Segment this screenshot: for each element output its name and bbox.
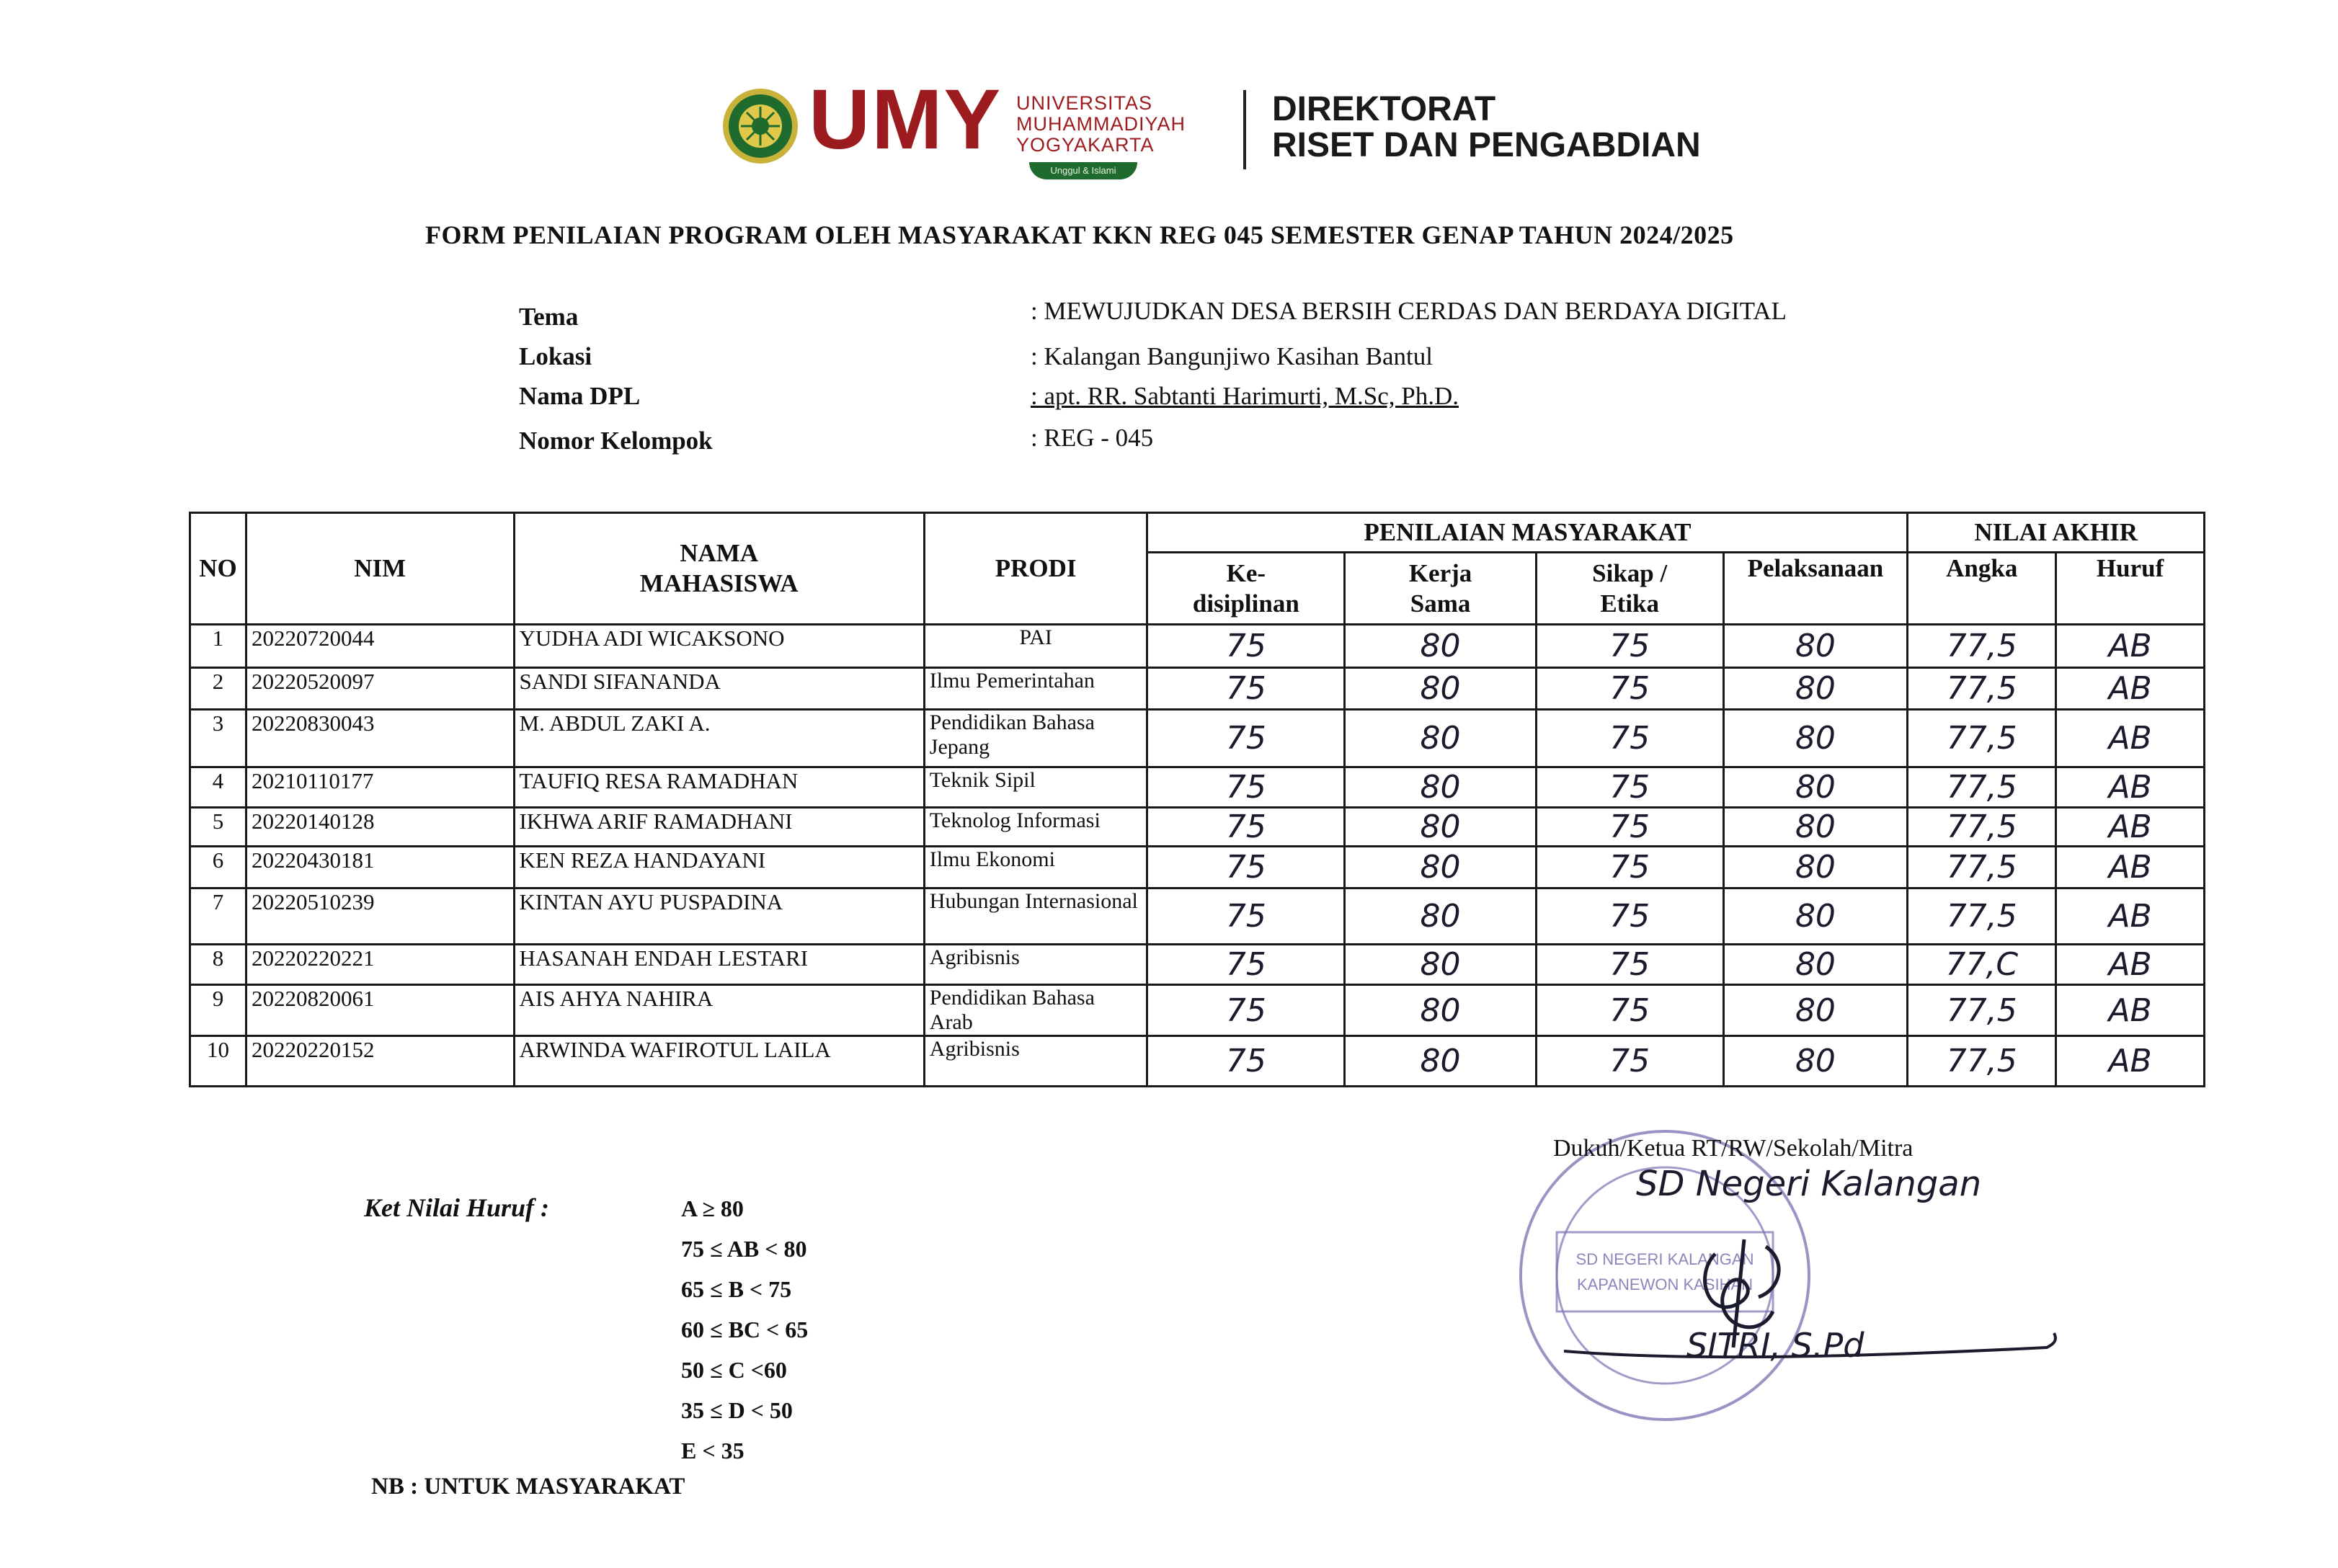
- cell-no: 8: [190, 945, 246, 985]
- cell-nim: 20220140128: [246, 808, 514, 847]
- ket-item: 75 ≤ AB < 80: [681, 1236, 807, 1262]
- cell-kedisiplinan: 75: [1147, 985, 1345, 1036]
- cell-kedisiplinan: 75: [1147, 808, 1345, 847]
- cell-pelaksanaan: 80: [1723, 985, 1908, 1036]
- cell-huruf: AB: [2056, 668, 2205, 710]
- cell-pelaksanaan: 80: [1723, 808, 1908, 847]
- cell-no: 6: [190, 847, 246, 888]
- cell-nama: HASANAH ENDAH LESTARI: [514, 945, 924, 985]
- header-nama-line: NAMA: [680, 539, 759, 567]
- table-row: [190, 808, 2205, 847]
- cell-kedisiplinan: 75: [1147, 847, 1345, 888]
- info-label: Nomor Kelompok: [519, 427, 713, 455]
- cell-kerja-sama: 80: [1345, 847, 1537, 888]
- cell-prodi: Agribisnis: [924, 1036, 1147, 1087]
- cell-nim: 20220820061: [246, 985, 514, 1036]
- cell-angka: 77,5: [1908, 767, 2056, 808]
- cell-huruf: AB: [2056, 985, 2205, 1036]
- table-row: [190, 888, 2205, 945]
- header-divider: [1243, 90, 1246, 169]
- cell-kerja-sama: 80: [1345, 1036, 1537, 1087]
- directorate-name: [1272, 92, 1701, 164]
- signature-label: Dukuh/Ketua RT/RW/Sekolah/Mitra: [1553, 1135, 1913, 1162]
- info-label: Nama DPL: [519, 382, 641, 410]
- header-line: Kerja: [1408, 558, 1472, 587]
- ket-item: 35 ≤ D < 50: [681, 1397, 793, 1423]
- header-angka: Angka: [1908, 553, 2056, 625]
- table-row: [190, 767, 2205, 808]
- cell-pelaksanaan: 80: [1723, 625, 1908, 668]
- cell-sikap-etika: 75: [1536, 888, 1723, 945]
- cell-kerja-sama: 80: [1345, 945, 1537, 985]
- cell-angka: 77,5: [1908, 847, 2056, 888]
- cell-pelaksanaan: 80: [1723, 888, 1908, 945]
- letterhead: [714, 72, 1751, 191]
- cell-no: 4: [190, 767, 246, 808]
- score-table: [189, 512, 2205, 1087]
- cell-nim: 20220520097: [246, 668, 514, 710]
- cell-angka: 77,5: [1908, 808, 2056, 847]
- cell-nim: 20220720044: [246, 625, 514, 668]
- handwritten-school: SD Negeri Kalangan: [1636, 1164, 1982, 1204]
- handwritten-name: SITRI, S.Pd: [1686, 1326, 1864, 1365]
- cell-pelaksanaan: 80: [1723, 1036, 1908, 1087]
- cell-kerja-sama: 80: [1345, 710, 1537, 767]
- cell-pelaksanaan: 80: [1723, 767, 1908, 808]
- cell-no: 9: [190, 985, 246, 1036]
- header-nilai-akhir: NILAI AKHIR: [1908, 513, 2205, 553]
- cell-angka: 77,5: [1908, 888, 2056, 945]
- cell-huruf: AB: [2056, 847, 2205, 888]
- cell-prodi: Pendidikan Bahasa Jepang: [924, 710, 1147, 767]
- cell-kerja-sama: 80: [1345, 625, 1537, 668]
- university-line: YOGYAKARTA: [1016, 134, 1155, 156]
- cell-nim: 20210110177: [246, 767, 514, 808]
- cell-no: 3: [190, 710, 246, 767]
- cell-huruf: AB: [2056, 710, 2205, 767]
- cell-no: 2: [190, 668, 246, 710]
- cell-kedisiplinan: 75: [1147, 767, 1345, 808]
- cell-sikap-etika: 75: [1536, 625, 1723, 668]
- table-row: [190, 985, 2205, 1036]
- header-no: NO: [190, 513, 246, 625]
- stamp-text-line: KAPANEWON KASIHAN: [1576, 1275, 1754, 1293]
- header-prodi: PRODI: [924, 513, 1147, 625]
- cell-angka: 77,5: [1908, 625, 2056, 668]
- cell-nim: 20220220221: [246, 945, 514, 985]
- cell-nim: 20220510239: [246, 888, 514, 945]
- table-row: [190, 847, 2205, 888]
- cell-nama: YUDHA ADI WICAKSONO: [514, 625, 924, 668]
- cell-sikap-etika: 75: [1536, 847, 1723, 888]
- header-kedisiplinan: [1147, 553, 1345, 625]
- umy-brand: UMY: [809, 72, 1003, 167]
- cell-huruf: AB: [2056, 1036, 2205, 1087]
- ket-list: [681, 1193, 808, 1475]
- cell-nama: ARWINDA WAFIROTUL LAILA: [514, 1036, 924, 1087]
- form-title: FORM PENILAIAN PROGRAM OLEH MASYARAKAT KKN REG 045 SEMESTER GENAP TAHUN 2024/2025: [425, 220, 1734, 249]
- umy-seal-logo: [721, 86, 800, 166]
- header-line: disiplinan: [1192, 589, 1299, 618]
- cell-angka: 77,5: [1908, 668, 2056, 710]
- cell-huruf: AB: [2056, 625, 2205, 668]
- cell-pelaksanaan: 80: [1723, 945, 1908, 985]
- nb-note: NB : UNTUK MASYARAKAT: [371, 1474, 685, 1500]
- cell-no: 5: [190, 808, 246, 847]
- cell-nama: M. ABDUL ZAKI A.: [514, 710, 924, 767]
- cell-nama: SANDI SIFANANDA: [514, 668, 924, 710]
- cell-no: 1: [190, 625, 246, 668]
- info-value: : MEWUJUDKAN DESA BERSIH CERDAS DAN BERDAYA DIGITAL: [1031, 297, 1787, 325]
- cell-nama: KINTAN AYU PUSPADINA: [514, 888, 924, 945]
- info-label: Tema: [519, 303, 579, 331]
- cell-kerja-sama: 80: [1345, 668, 1537, 710]
- ket-item: 50 ≤ C <60: [681, 1357, 787, 1383]
- cell-pelaksanaan: 80: [1723, 668, 1908, 710]
- university-name: [1016, 93, 1186, 156]
- header-huruf: Huruf: [2056, 553, 2205, 625]
- directorate-line: RISET DAN PENGABDIAN: [1272, 126, 1701, 164]
- info-value: : Kalangan Bangunjiwo Kasihan Bantul: [1031, 342, 1433, 370]
- stamp-text-line: SD NEGERI KALANGAN: [1575, 1250, 1754, 1268]
- cell-sikap-etika: 75: [1536, 710, 1723, 767]
- cell-sikap-etika: 75: [1536, 985, 1723, 1036]
- cell-kedisiplinan: 75: [1147, 945, 1345, 985]
- info-value: : REG - 045: [1031, 424, 1154, 452]
- cell-nama: AIS AHYA NAHIRA: [514, 985, 924, 1036]
- cell-kedisiplinan: 75: [1147, 1036, 1345, 1087]
- header-nim: NIM: [246, 513, 514, 625]
- cell-nim: 20220220152: [246, 1036, 514, 1087]
- ket-item: A ≥ 80: [681, 1195, 744, 1221]
- table-row: [190, 625, 2205, 668]
- cell-angka: 77,5: [1908, 710, 2056, 767]
- university-line: UNIVERSITAS: [1016, 92, 1153, 114]
- header-pelaksanaan: Pelaksanaan: [1723, 553, 1908, 625]
- header-kerja-sama: [1345, 553, 1537, 625]
- cell-sikap-etika: 75: [1536, 945, 1723, 985]
- cell-angka: 77,5: [1908, 985, 2056, 1036]
- cell-nama: KEN REZA HANDAYANI: [514, 847, 924, 888]
- cell-kedisiplinan: 75: [1147, 888, 1345, 945]
- cell-nim: 20220430181: [246, 847, 514, 888]
- cell-prodi: Hubungan Internasional: [924, 888, 1147, 945]
- cell-kedisiplinan: 75: [1147, 710, 1345, 767]
- cell-prodi: Pendidikan Bahasa Arab: [924, 985, 1147, 1036]
- cell-nim: 20220830043: [246, 710, 514, 767]
- ket-item: 60 ≤ BC < 65: [681, 1317, 809, 1342]
- cell-kerja-sama: 80: [1345, 767, 1537, 808]
- ket-item: E < 35: [681, 1438, 744, 1464]
- cell-prodi: Ilmu Pemerintahan: [924, 668, 1147, 710]
- university-line: MUHAMMADIYAH: [1016, 113, 1186, 135]
- header-line: Ke-: [1226, 558, 1266, 587]
- cell-no: 10: [190, 1036, 246, 1087]
- cell-sikap-etika: 75: [1536, 808, 1723, 847]
- header-line: Sikap /: [1592, 558, 1668, 587]
- header-nama: [514, 513, 924, 625]
- cell-kerja-sama: 80: [1345, 985, 1537, 1036]
- cell-huruf: AB: [2056, 767, 2205, 808]
- cell-sikap-etika: 75: [1536, 668, 1723, 710]
- ket-item: 65 ≤ B < 75: [681, 1276, 792, 1302]
- cell-kedisiplinan: 75: [1147, 625, 1345, 668]
- cell-sikap-etika: 75: [1536, 1036, 1723, 1087]
- table-row: [190, 945, 2205, 985]
- cell-prodi: PAI: [924, 625, 1147, 668]
- table-row: [190, 1036, 2205, 1087]
- cell-pelaksanaan: 80: [1723, 710, 1908, 767]
- cell-nama: IKHWA ARIF RAMADHANI: [514, 808, 924, 847]
- cell-kerja-sama: 80: [1345, 808, 1537, 847]
- cell-huruf: AB: [2056, 888, 2205, 945]
- table-row: [190, 710, 2205, 767]
- cell-angka: 77,C: [1908, 945, 2056, 985]
- university-tagline: Unggul & Islami: [1029, 162, 1137, 179]
- header-penilaian-masyarakat: PENILAIAN MASYARAKAT: [1147, 513, 1908, 553]
- cell-kerja-sama: 80: [1345, 888, 1537, 945]
- cell-no: 7: [190, 888, 246, 945]
- cell-angka: 77,5: [1908, 1036, 2056, 1087]
- cell-pelaksanaan: 80: [1723, 847, 1908, 888]
- header-line: Sama: [1410, 589, 1471, 618]
- cell-prodi: Teknolog Informasi: [924, 808, 1147, 847]
- ket-label: Ket Nilai Huruf :: [364, 1193, 550, 1222]
- cell-nama: TAUFIQ RESA RAMADHAN: [514, 767, 924, 808]
- table-row: [190, 668, 2205, 710]
- header-nama-line: MAHASISWA: [639, 569, 799, 597]
- info-value: : apt. RR. Sabtanti Harimurti, M.Sc, Ph.D.: [1031, 382, 1459, 410]
- header-sikap-etika: [1536, 553, 1723, 625]
- header-line: Etika: [1600, 589, 1660, 618]
- cell-prodi: Agribisnis: [924, 945, 1147, 985]
- cell-sikap-etika: 75: [1536, 767, 1723, 808]
- cell-prodi: Ilmu Ekonomi: [924, 847, 1147, 888]
- directorate-line: DIREKTORAT: [1272, 90, 1496, 128]
- cell-prodi: Teknik Sipil: [924, 767, 1147, 808]
- cell-kedisiplinan: 75: [1147, 668, 1345, 710]
- info-label: Lokasi: [519, 342, 592, 370]
- score-table-body: [190, 625, 2205, 1087]
- cell-huruf: AB: [2056, 945, 2205, 985]
- cell-huruf: AB: [2056, 808, 2205, 847]
